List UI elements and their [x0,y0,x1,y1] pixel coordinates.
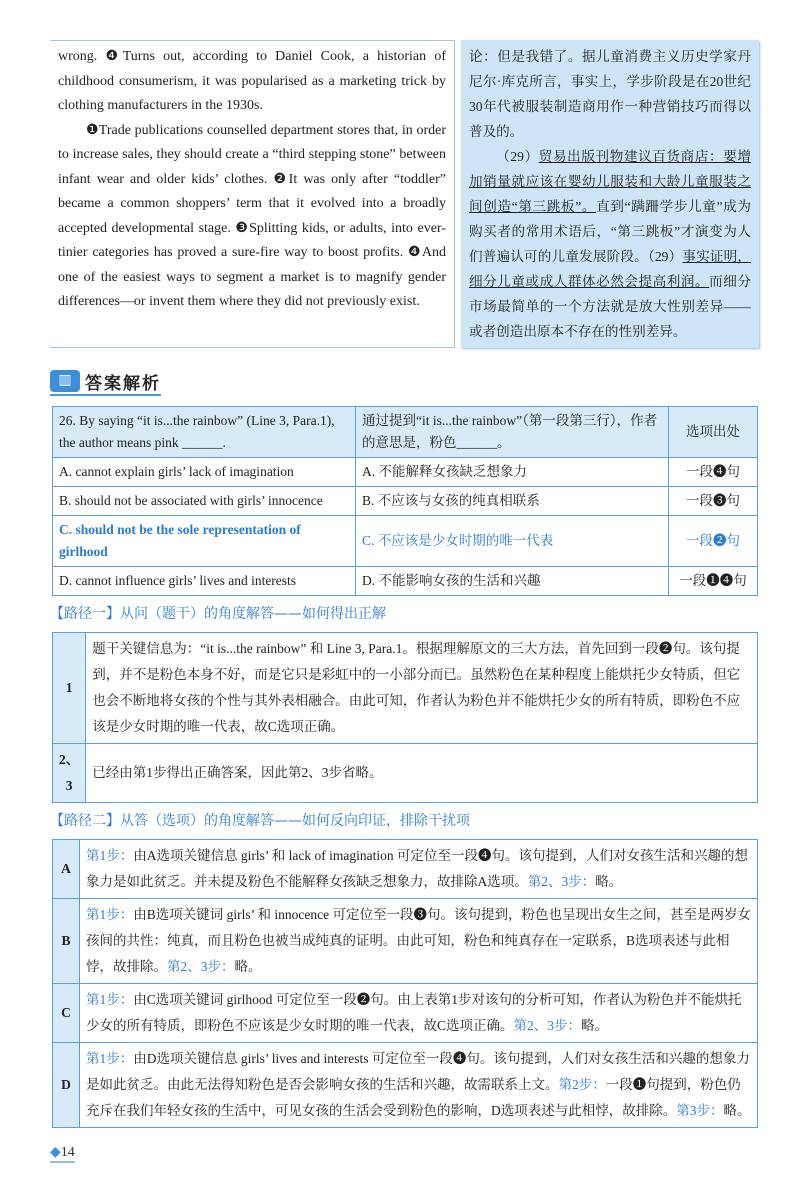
sentence-mark: （29） [496,149,539,164]
passage-area [50,40,760,348]
page-number-text: 14 [60,1145,75,1160]
option-zh: D. 不能影响女孩的生活和兴趣 [356,567,669,596]
step-label: 2、3 [53,744,86,803]
table-row [53,1043,758,1128]
option-en: B. should not be associated with girls’ innocence [53,487,356,516]
step-tag: 第1步： [86,992,134,1007]
page-number [50,1144,75,1163]
step-label: 1 [53,633,86,744]
sentence: 而细分市场最简单的一个方法就是放大性别差异——或者创造出原本不存在的性别差异。 [469,274,752,339]
step-text: 题干关键信息为：“it is...the rainbow” 和 Line 3, Para.1。根据理解原文的三大方法，首先回到一段❷句。该句提到，并不是粉色本身不好，而是它只是彩虹中的一小部分而已。虽然粉色在某种程度上能烘托少女特质，但它也会不断地将女孩的个性与其外表相融合。由此可知，作者认为粉色并不能烘托少女的所有特质，即粉色不应该是少女时期的唯一代表，故C选项正确。 [86,633,758,744]
step-tag: 第2、3步： [167,959,235,974]
option-label: C [53,984,80,1043]
option-en: A. cannot explain girls’ lack of imagination [53,458,356,487]
step-text: 略。 [595,874,623,889]
underlined-sentence: 事实证明，细分儿童或成人群体必然会提高利润。 [469,249,752,289]
option-analysis [80,899,758,984]
step-tag: 第1步： [86,907,134,922]
option-analysis [80,984,758,1043]
option-analysis [80,840,758,899]
option-source: 一段❹句 [669,458,758,487]
table-row [53,840,758,899]
path1-title: 【路径一】从问（题干）的角度解答——如何得出正解 [50,606,386,622]
option-zh: A. 不能解释女孩缺乏想象力 [356,458,669,487]
cap-icon: ◆ [50,1145,61,1160]
step-tag: 第2、3步： [527,874,596,889]
underlined-sentence: 贸易出版刊物建议百货商店：要增加销量就应该在婴幼儿服装和大龄儿童服装之间创造“第三跳板”。 [469,149,752,214]
table-row [53,744,758,803]
path2-table [52,839,758,1128]
path2-title: 【路径二】从答（选项）的角度解答——如何反向印证，排除干扰项 [50,813,470,829]
question-en: 26. By saying “it is...the rainbow” (Line 3, Para.1), the author means pink ______. [53,407,356,458]
section-header [50,368,161,396]
option-label: A [53,840,80,899]
table-row-correct [53,516,758,567]
step-text: 已经由第1步得出正确答案，因此第2、3步省略。 [86,744,758,803]
step-text: 略。 [723,1103,751,1118]
translation-paragraph: 论：但是我错了。据儿童消费主义历史学家丹尼尔·库克所言，事实上，学步阶段是在20世纪30年代被服装制造商用作一种营销技巧而得以普及的。 [469,49,751,139]
question-zh: 通过提到“it is...the rainbow”（第一段第三行），作者的意思是，粉色______。 [356,407,669,458]
option-source: 一段❸句 [669,487,758,516]
step-text: 由D选项关键信息 girls’ lives and interests 可定位至一段❹句。该句提到，人们对女孩生活和兴趣的想象力是如此贫乏。由此无法得知粉色是否会影响女孩的生活和兴趣，故需联系上文。 [86,1051,750,1092]
table-row [53,633,758,744]
option-analysis [80,1043,758,1128]
step-text: 由A选项关键信息 girls’ 和 lack of imagination 可定位至一段❹句。该句提到，人们对女孩生活和兴趣的想象力是如此贫乏。并未提及粉色不能解释女孩缺乏想象力，故排除A选项。 [86,848,748,889]
option-label: B [53,899,80,984]
translation-paragraph [469,144,751,344]
path1-table [52,632,758,803]
step-text: 略。 [581,1018,609,1033]
option-en: C. should not be the sole representation of girlhood [53,516,356,567]
table-row [53,984,758,1043]
table-header-row [53,407,758,458]
option-zh: B. 不应该与女孩的纯真相联系 [356,487,669,516]
table-row [53,899,758,984]
table-row [53,567,758,596]
step-text: 由C选项关键词 girlhood 可定位至一段❷句。由上表第1步对该句的分析可知，作者认为粉色并不能烘托少女的所有特质，即粉色不应该是少女时期的唯一代表，故C选项正确。 [86,992,742,1033]
option-en: D. cannot influence girls’ lives and interests [53,567,356,596]
sentence-mark: （29） [647,249,683,264]
step-tag: 第1步： [86,1051,134,1066]
translation-panel [461,40,759,348]
option-source: 一段❶❹句 [669,567,758,596]
book-icon: ▥ [50,370,80,392]
table-row [53,487,758,516]
step-text: 由B选项关键词 girls’ 和 innocence 可定位至一段❸句。该句提到，粉色也呈现出女生之间，甚至是两岁女孩间的共性：纯真，而且粉色也被当成纯真的证明。由此可知，粉色和纯真存在一定联系，B选项表述与此相悖，故排除。 [86,907,751,974]
step-tag: 第2步： [558,1077,606,1092]
step-text: 略。 [234,959,262,974]
table-row [53,458,758,487]
step-tag: 第2、3步： [513,1018,582,1033]
source-header: 选项出处 [669,407,758,458]
section-title: 答案解析 [85,373,161,394]
sentence: 直到“蹒跚学步儿童”成为购买者的常用术语后，“第三跳板”才演变为人们普遍认可的儿童发展阶段。 [469,199,751,264]
step-text: 一段❶句提到，粉色仍充斥在我们年轻女孩的生活中，可见女孩的生活会受到粉色的影响，D选项表述与此相悖，故排除。 [86,1077,741,1118]
english-passage [50,40,455,348]
option-zh: C. 不应该是少女时期的唯一代表 [356,516,669,567]
option-source: 一段❷句 [669,516,758,567]
question-table [52,406,758,596]
passage-paragraph: wrong. ❹Turns out, according to Daniel Cook, a historian of childhood consumerism, it was popularised as a marketing trick by clothing manufacturers in the 1930s. [58,49,446,113]
option-label: D [53,1043,80,1128]
step-tag: 第1步： [86,848,134,863]
step-tag: 第3步： [676,1103,724,1118]
passage-paragraph: ❶Trade publications counselled department stores that, in order to increase sales, they should create a “third stepping stone” between infant wear and older kids’ clothes. ❷It was only after “toddler” became a common shoppers’ term that it evolved into a broadly accepted developmental stage. ❸Splitting kids, or adults, into ever-tinier categories has proved a sure-fire way to boost profits. ❹And one of the easiest ways to segment a market is to magnify gender differences—or invent them where they did not previously exist. [58,122,446,309]
